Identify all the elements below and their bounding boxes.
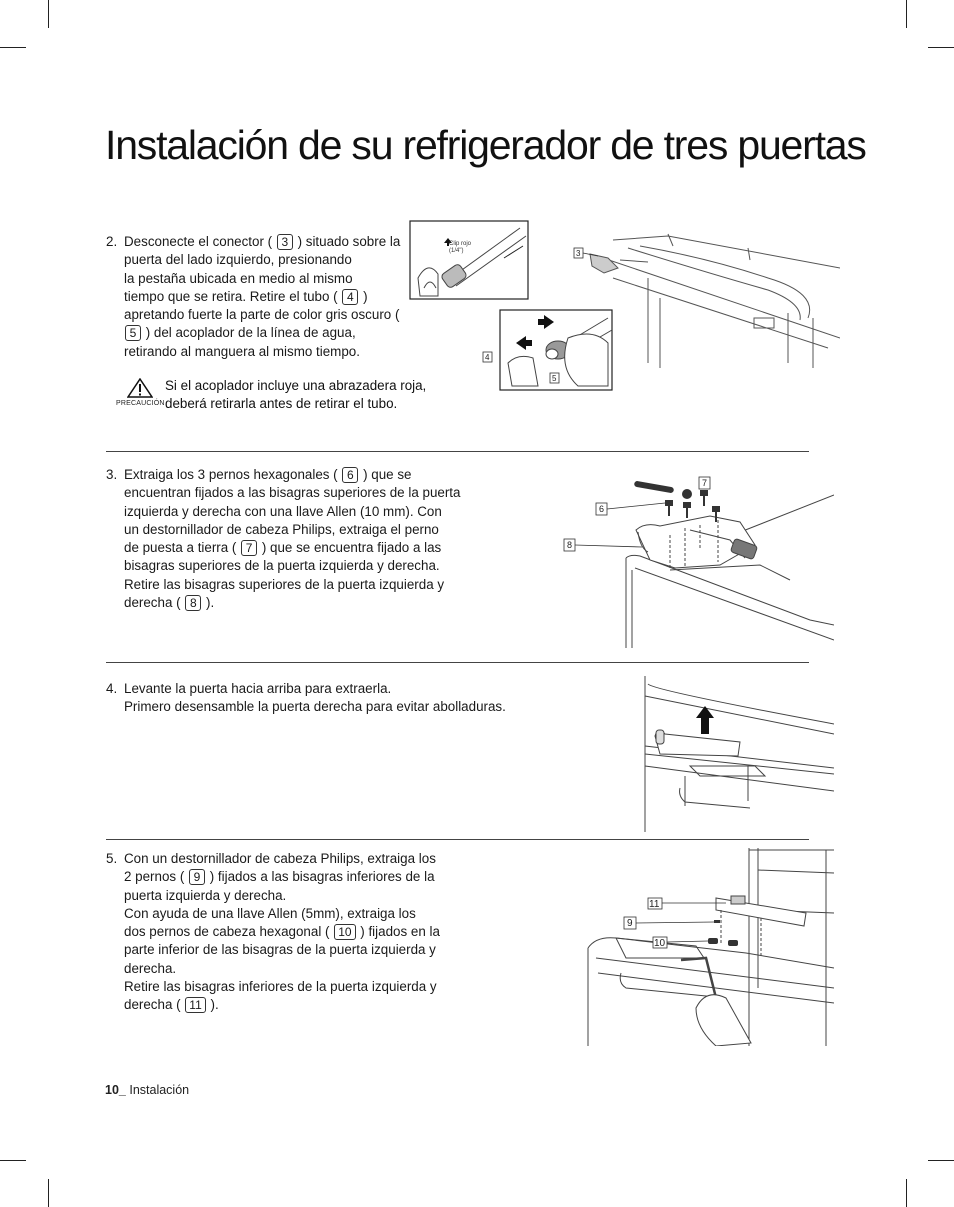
step-line [124, 960, 440, 978]
step-number: 5. [106, 851, 118, 866]
step-line [124, 343, 400, 361]
crop-mark [0, 1160, 26, 1161]
step-text: encuentran fijados a las bisagras superiores de la puerta [124, 485, 461, 501]
step-line [124, 576, 460, 594]
section-divider [106, 839, 809, 840]
reference-number-box: 4 [342, 289, 358, 305]
clip-label: Clip rojo [449, 241, 472, 247]
step-text: ) fijados en la [356, 924, 440, 940]
caution-label: PRECAUCIÓN [116, 400, 165, 407]
step-number: 3. [106, 467, 118, 482]
step-text: ). [202, 595, 215, 611]
callout-9: 9 [627, 918, 633, 929]
step-text: retirando al manguera al mismo tiempo. [124, 343, 360, 359]
clip-size: (1/4") [449, 248, 464, 254]
step-text: puerta izquierda y derecha. [124, 887, 287, 903]
crop-mark [48, 1179, 49, 1207]
step-text: ) [359, 288, 368, 304]
step-text: Retire las bisagras inferiores de la puerta izquierda y [124, 979, 437, 995]
reference-number-box: 9 [189, 869, 205, 885]
step-text: ) del acoplador de la línea de agua, [142, 325, 356, 341]
step-line [124, 539, 460, 557]
caution-line: deberá retirarla antes de retirar el tubo. [165, 396, 398, 412]
step-body [124, 850, 440, 1015]
step-text: Desconecte el conector ( [124, 234, 276, 249]
step-text: ) situado sobre la [293, 234, 401, 249]
callout-6: 6 [599, 504, 605, 514]
step-text: puerta del lado izquierdo, presionando [124, 252, 352, 268]
warning-triangle-icon [127, 378, 153, 398]
step-line [124, 887, 440, 905]
step-text: tiempo que se retira. Retire el tubo ( [124, 288, 342, 304]
step-text: de puesta a tierra ( [124, 540, 241, 556]
step-text: ) que se [359, 467, 412, 482]
step-line [124, 680, 506, 698]
step-line [124, 521, 460, 539]
reference-number-box: 5 [125, 325, 141, 341]
page-title: Instalación de su refrigerador de tres puertas [105, 122, 866, 168]
crop-mark [906, 1179, 907, 1207]
step-line [124, 233, 400, 251]
step-text: Retire las bisagras superiores de la puerta izquierda y [124, 576, 445, 592]
step-body [124, 466, 460, 612]
step-text: ). [206, 997, 219, 1013]
step-text: 2 pernos ( [124, 869, 189, 885]
step-text: ) que se encuentra fijado a las [258, 540, 442, 556]
page-number: 10_ [105, 1083, 126, 1097]
step-text: parte inferior de las bisagras de la puerta izquierda y [124, 942, 436, 958]
callout-8: 8 [567, 540, 573, 550]
step-text: un destornillador de cabeza Philips, extraiga el perno [124, 521, 439, 537]
callout-4: 4 [485, 353, 490, 362]
caution-text [165, 377, 426, 414]
step-line [124, 698, 506, 716]
reference-number-box: 8 [185, 595, 201, 611]
step-line [124, 466, 460, 484]
step-body [124, 233, 400, 361]
figure-upper-hinge [560, 470, 834, 648]
reference-number-box: 10 [334, 924, 355, 940]
arrow-up-icon [696, 706, 714, 734]
figure-connector-removal [408, 218, 840, 393]
step-line [124, 251, 400, 269]
callout-11: 11 [649, 899, 660, 910]
step-text: dos pernos de cabeza hexagonal ( [124, 924, 334, 940]
reference-number-box: 7 [241, 540, 257, 556]
step-line [124, 557, 460, 575]
section-divider [106, 451, 809, 452]
step-line [124, 503, 460, 521]
section-divider [106, 662, 809, 663]
step-text: Con ayuda de una llave Allen (5mm), extraiga los [124, 905, 416, 921]
reference-number-box: 11 [185, 997, 205, 1013]
callout-3: 3 [576, 249, 581, 258]
step-text: derecha ( [124, 997, 185, 1013]
step-line [124, 306, 400, 324]
step-line [124, 594, 460, 612]
step-text: apretando fuerte la parte de color gris oscuro ( [124, 307, 400, 323]
step-line [124, 850, 440, 868]
step-text: Levante la puerta hacia arriba para extraerla. [124, 681, 392, 696]
step-line [124, 923, 440, 941]
step-line [124, 905, 440, 923]
step-number: 4. [106, 681, 118, 696]
crop-mark [928, 47, 954, 48]
step-line [124, 324, 400, 342]
reference-number-box: 3 [277, 234, 293, 250]
step-line [124, 270, 400, 288]
page-footer [105, 1083, 189, 1097]
step-line [124, 978, 440, 996]
step-text: Extraiga los 3 pernos hexagonales ( [124, 467, 342, 482]
step-line [124, 868, 440, 886]
step-text: Primero desensamble la puerta derecha para evitar abolladuras. [124, 699, 506, 715]
step-text: izquierda y derecha con una llave Allen (10 mm). Con [124, 503, 442, 519]
step-text: bisagras superiores de la puerta izquierda y derecha. [124, 558, 440, 574]
footer-section: Instalación [129, 1083, 190, 1097]
callout-7: 7 [702, 478, 708, 488]
step-line [124, 288, 400, 306]
caution-line: Si el acoplador incluye una abrazadera roja, [165, 378, 427, 393]
crop-mark [0, 47, 26, 48]
callout-5: 5 [552, 374, 557, 383]
crop-mark [928, 1160, 954, 1161]
step-line [124, 996, 440, 1014]
crop-mark [906, 0, 907, 28]
reference-number-box: 6 [342, 467, 358, 483]
step-text: la pestaña ubicada en medio al mismo [124, 270, 353, 286]
step-number: 2. [106, 234, 118, 249]
step-line [124, 941, 440, 959]
step-text: derecha. [124, 960, 177, 976]
crop-mark [48, 0, 49, 28]
figure-lower-hinge [586, 848, 834, 1046]
step-line [124, 484, 460, 502]
callout-10: 10 [654, 938, 666, 949]
step-text: ) fijados a las bisagras inferiores de la [206, 869, 435, 885]
figure-lift-door [640, 676, 834, 832]
step-body [124, 680, 506, 717]
step-text: derecha ( [124, 595, 185, 611]
step-text: Con un destornillador de cabeza Philips, extraiga los [124, 851, 436, 866]
caution-note [112, 377, 452, 417]
